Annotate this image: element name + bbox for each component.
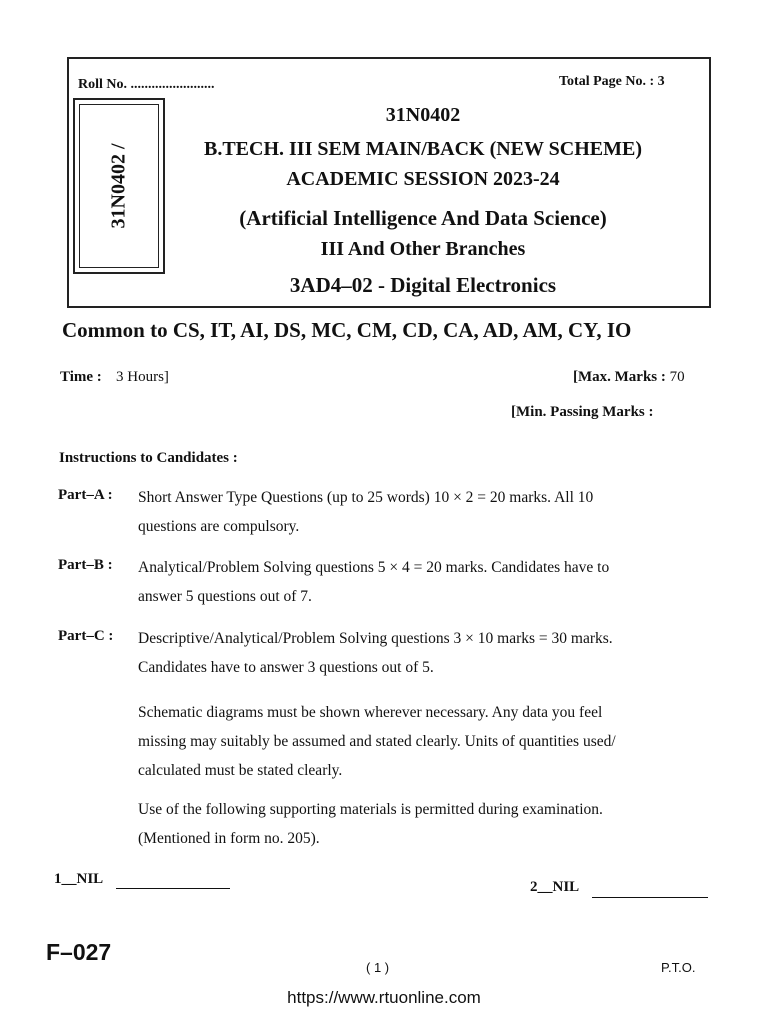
time-label: Time : <box>60 369 102 385</box>
page-number: ( 1 ) <box>366 960 390 975</box>
part-a-text <box>138 483 593 541</box>
max-marks-label: [Max. Marks : <box>573 369 666 385</box>
vertical-paper-code: 31N0402 / <box>107 143 130 229</box>
schematic-line: calculated must be stated clearly. <box>138 762 343 779</box>
max-marks-value: 70 <box>669 369 685 385</box>
paper-code: 31N0402 <box>385 104 461 126</box>
footer-url: https://www.rtuonline.com <box>287 988 481 1007</box>
other-branches: III And Other Branches <box>320 238 526 260</box>
part-b-line: answer 5 questions out of 7. <box>138 588 312 605</box>
part-c-line: Candidates have to answer 3 questions out of 5. <box>138 659 434 676</box>
max-marks <box>573 369 685 386</box>
instructions-title: Instructions to Candidates : <box>59 450 238 466</box>
materials-line: (Mentioned in form no. 205). <box>138 830 320 847</box>
material-item-2: 2__NIL <box>530 879 580 895</box>
part-a-line: questions are compulsory. <box>138 518 300 535</box>
common-to-branches: Common to CS, IT, AI, DS, MC, CM, CD, CA, AD, AM, CY, IO <box>62 318 632 342</box>
please-turn-over: P.T.O. <box>661 960 696 975</box>
material-item-1: 1__NIL <box>54 871 104 887</box>
time-value: 3 Hours] <box>116 369 169 385</box>
materials-line: Use of the following supporting materials is permitted during examination. <box>138 801 603 818</box>
part-c-text <box>138 624 613 682</box>
part-b-text <box>138 553 609 611</box>
part-a-line: Short Answer Type Questions (up to 25 words) 10 × 2 = 20 marks. All 10 <box>138 489 594 506</box>
min-passing-marks: [Min. Passing Marks : <box>511 404 654 420</box>
form-code: F–027 <box>46 939 112 965</box>
part-a-label: Part–A : <box>58 487 113 503</box>
part-b-line: Analytical/Problem Solving questions 5 × 4 = 20 marks. Candidates have to <box>138 559 610 576</box>
schematic-line: Schematic diagrams must be shown wherever necessary. Any data you feel <box>138 704 603 721</box>
course-title: B.TECH. III SEM MAIN/BACK (NEW SCHEME) <box>203 138 643 160</box>
subject-title: 3AD4–02 - Digital Electronics <box>289 273 557 297</box>
vertical-code-box <box>73 98 165 274</box>
part-c-line: Descriptive/Analytical/Problem Solving questions 3 × 10 marks = 30 marks. <box>138 630 613 647</box>
academic-session: ACADEMIC SESSION 2023-24 <box>286 168 560 190</box>
branch-name: (Artificial Intelligence And Data Science) <box>239 206 607 230</box>
part-b-label: Part–B : <box>58 557 113 573</box>
schematic-instructions <box>138 698 616 785</box>
material-item-2-underline <box>592 897 708 898</box>
schematic-line: missing may suitably be assumed and stated clearly. Units of quantities used/ <box>138 733 616 750</box>
roll-number-field: Roll No. ........................ <box>78 77 215 92</box>
material-item-1-underline <box>116 888 230 889</box>
materials-instructions <box>138 795 603 853</box>
total-pages: Total Page No. : 3 <box>559 74 665 89</box>
part-c-label: Part–C : <box>58 628 114 644</box>
